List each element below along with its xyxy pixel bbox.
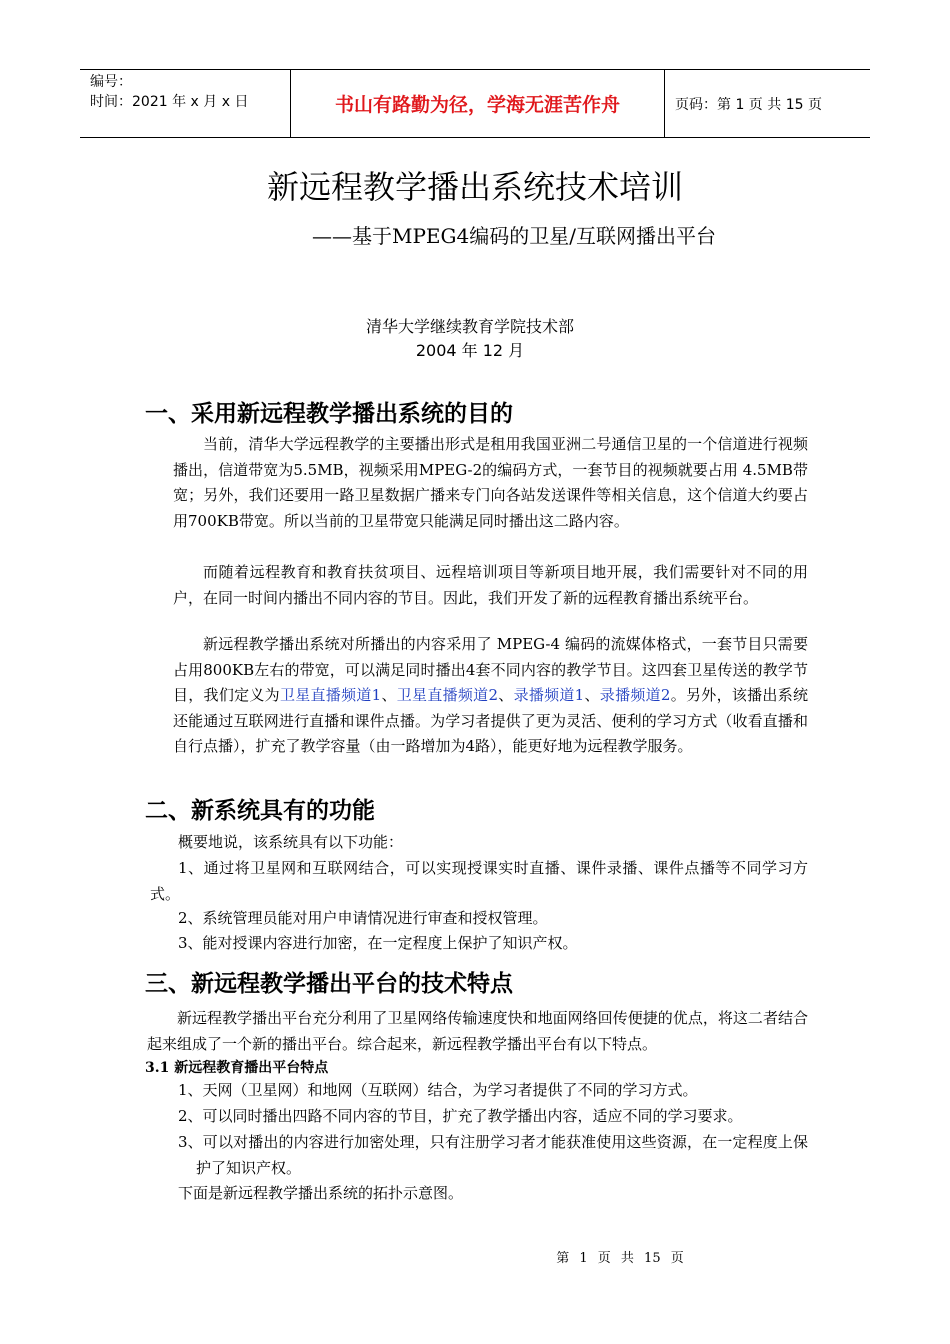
- document-title: 新远程教学播出系统技术培训: [266, 168, 683, 206]
- channel-link-recorded-1[interactable]: 录播频道1: [513, 686, 585, 704]
- page-footer: 第 1 页 共 15 页: [556, 1251, 684, 1266]
- section-2-item-3: 3、能对授课内容进行加密，在一定程度上保护了知识产权。: [178, 934, 578, 952]
- section-2-heading: 二、新系统具有的功能: [145, 798, 375, 824]
- section-3-item-1: 1、天网（卫星网）和地网（互联网）结合，为学习者提供了不同的学习方式。: [178, 1081, 698, 1099]
- section-1-paragraph-2: 而随着远程教育和教育扶贫项目、远程培训项目等新项目地开展，我们需要针对不同的用户，在同一时间内播出不同内容的节目。因此，我们开发了新的远程教育播出系统平台。: [173, 563, 808, 607]
- document-date-label: 时间：2021 年 x 月 x 日: [90, 94, 249, 110]
- section-1-paragraph-3: [173, 632, 808, 760]
- separator: 、: [381, 686, 397, 704]
- paragraph-text: 新远程教学播出系统对所播出的内容采用了 MPEG-4 编码的流媒体格式，一套节目只需要占用800KB左右的带宽，可以满足同时播出4套不同内容的教学节目。这四套卫星传送的教学节目，我们定义为: [173, 635, 808, 704]
- section-1-paragraph-1: 当前，清华大学远程教学的主要播出形式是租用我国亚洲二号通信卫星的一个信道进行视频播出，信道带宽为5.5MB，视频采用MPEG-2的编码方式，一套节目的视频就要占用 4.5MB带宽；另外，我们还要用一路卫星数据广播来专门向各站发送课件等相关信息，这个信道大约要占用700KB带宽。所以当前的卫星带宽只能满足同时播出这二路内容。: [173, 435, 808, 530]
- section-3-item-3: 3、可以对播出的内容进行加密处理，只有注册学习者才能获准使用这些资源，在一定程度上保护了知识产权。: [178, 1133, 808, 1177]
- document-subtitle: ——基于MPEG4编码的卫星/互联网播出平台: [312, 224, 716, 248]
- paragraph-text: 。另外，该播出系统还能通过互联网进行直播和课件点播。为学习者提供了更为灵活、便利的学习方式（收看直播和自行点播），扩充了教学容量（由一路增加为4路），能更好地为远程教学服务。: [173, 686, 808, 755]
- section-2-intro: 概要地说，该系统具有以下功能：: [178, 833, 404, 851]
- section-3-item-2: 2、可以同时播出四路不同内容的节目，扩充了教学播出内容，适应不同的学习要求。: [178, 1107, 743, 1125]
- document-date: 2004 年 12 月: [415, 341, 525, 360]
- channel-link-satellite-live-2[interactable]: 卫星直播频道2: [396, 686, 498, 704]
- header-motto: 书山有路勤为径，学海无涯苦作舟: [290, 70, 665, 137]
- organization-name: 清华大学继续教育学院技术部: [365, 317, 574, 336]
- section-1-heading: 一、采用新远程教学播出系统的目的: [145, 401, 513, 427]
- separator: 、: [584, 686, 600, 704]
- section-3-heading: 三、新远程教学播出平台的技术特点: [145, 971, 513, 997]
- header-page-info: 页码：第 1 页 共 15 页: [675, 96, 822, 113]
- separator: 、: [498, 686, 514, 704]
- channel-link-recorded-2[interactable]: 录播频道2: [599, 686, 671, 704]
- section-2-item-2: 2、系统管理员能对用户申请情况进行审查和授权管理。: [178, 909, 548, 927]
- document-number-label: 编号：: [90, 74, 132, 90]
- section-3-paragraph-1: 新远程教学播出平台充分利用了卫星网络传输速度快和地面网络回传便捷的优点，将这二者结合起来组成了一个新的播出平台。综合起来，新远程教学播出平台有以下特点。: [147, 1009, 808, 1053]
- channel-link-satellite-live-1[interactable]: 卫星直播频道1: [279, 686, 382, 704]
- section-3-closing: 下面是新远程教学播出系统的拓扑示意图。: [178, 1184, 464, 1202]
- header-meta: [80, 70, 290, 137]
- page-header: [80, 69, 870, 138]
- section-2-item-1: 1、通过将卫星网和互联网结合，可以实现授课实时直播、课件录播、课件点播等不同学习方式。: [150, 859, 808, 903]
- section-3-1-heading: 3.1 新远程教育播出平台特点: [145, 1060, 329, 1076]
